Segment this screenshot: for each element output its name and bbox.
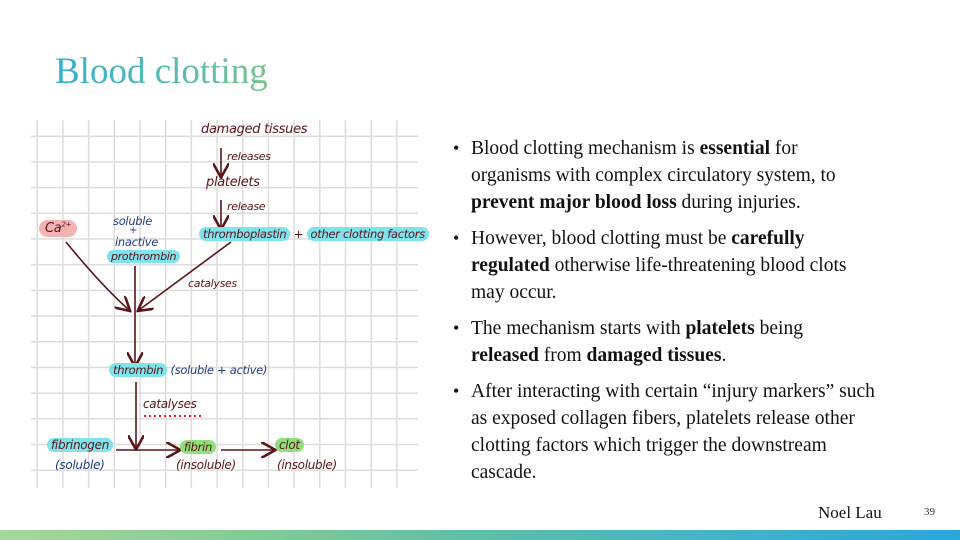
label-catalyses-1: catalyses [188, 277, 237, 290]
bullet-item: • However, blood clotting must be carefully regulated otherwise life-threatening blood clots may occur. [455, 225, 875, 306]
label-plus-2: + [129, 225, 138, 236]
label-calcium: $Ca^{2+}$ [39, 221, 77, 236]
label-fibrinogen: fibrinogen [47, 438, 113, 452]
label-fibrin: fibrin [180, 440, 216, 454]
label-thrombin-row [109, 363, 267, 377]
label-fibrinogen-note: (soluble) [55, 458, 105, 472]
bullet-item: • The mechanism starts with platelets being released from damaged tissues. [455, 315, 875, 369]
bullet-item: • After interacting with certain “injury markers” such as exposed collagen fibers, platelets release other clotting factors which trigger the downstream cascade. [455, 378, 875, 486]
slide-title: Blood clotting [55, 51, 268, 92]
label-thrombin-note: (soluble + active) [170, 363, 268, 377]
label-prothrombin: prothrombin [107, 250, 180, 263]
label-other-clotting-factors: other clotting factors [307, 227, 429, 241]
label-fibrin-note: (insoluble) [176, 458, 236, 472]
label-thrombin: thrombin [109, 363, 167, 377]
label-releases: releases [227, 150, 271, 163]
label-soluble: soluble [113, 214, 152, 228]
calcium-superscript: 2+ [61, 221, 72, 229]
label-platelets: platelets [206, 175, 260, 190]
label-catalyses-2: catalyses [143, 397, 197, 411]
label-clot-note: (insoluble) [277, 458, 337, 472]
label-damaged-tissues: damaged tissues [201, 122, 308, 137]
label-release: release [227, 200, 266, 213]
footer-author: Noel Lau [818, 503, 882, 522]
bottom-gradient-bar [0, 530, 960, 540]
page-number: 39 [924, 506, 935, 518]
bullet-item: • Blood clotting mechanism is essential for organisms with complex circulatory system, to prevent major blood loss during injuries. [455, 135, 875, 216]
bullet-list [455, 135, 875, 495]
label-thromboplastin-row [199, 227, 429, 241]
label-thromboplastin: thromboplastin [199, 227, 290, 241]
label-plus: + [293, 227, 304, 241]
blood-clotting-diagram [31, 120, 425, 488]
label-clot: clot [275, 438, 304, 452]
label-inactive: inactive [115, 235, 159, 249]
